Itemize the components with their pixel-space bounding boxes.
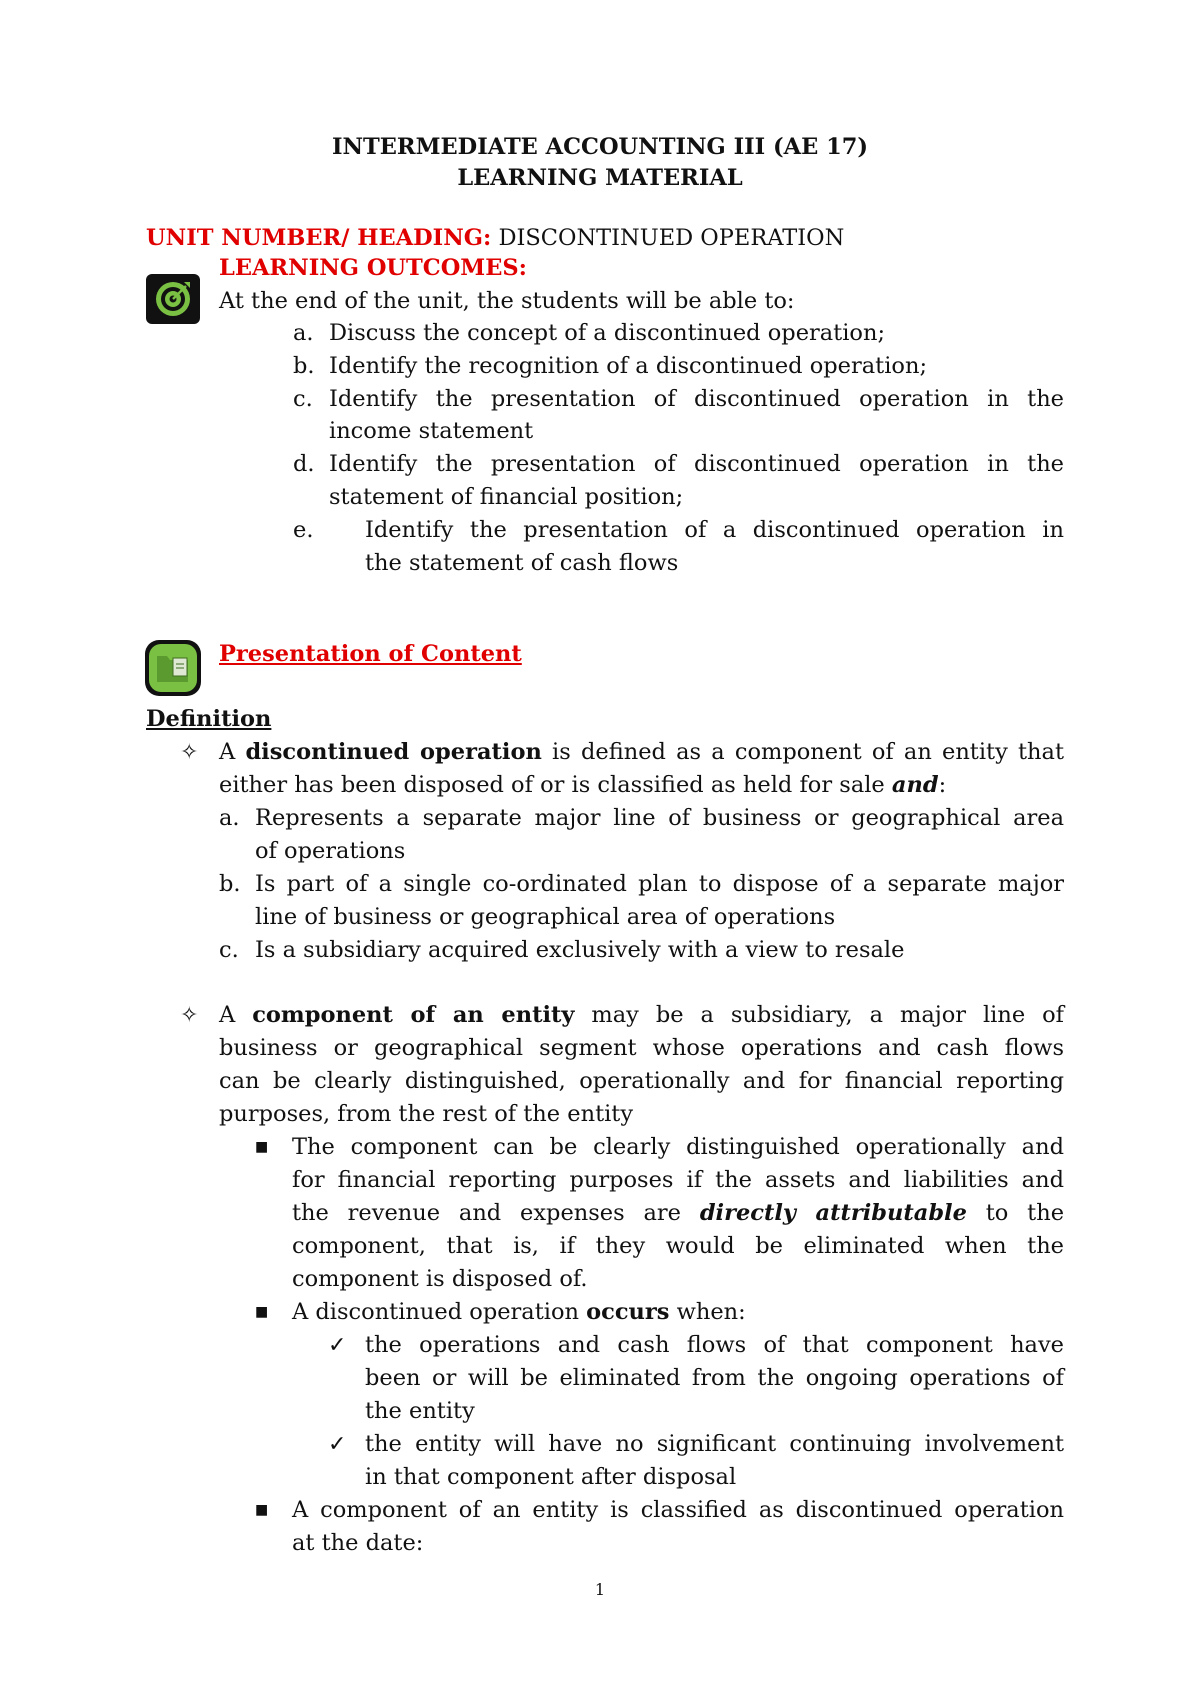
outcome-item-cont: income statement: [329, 418, 534, 444]
outcome-marker: a.: [293, 320, 314, 346]
definition-p1-line2: either has been disposed of or is classified as held for sale and:: [219, 772, 947, 798]
diamond-bullet-icon: ✧: [180, 740, 199, 765]
document-subtitle: LEARNING MATERIAL: [457, 165, 743, 191]
outcome-item-cont: statement of financial position;: [329, 484, 684, 510]
outcome-item: Discuss the concept of a discontinued operation;: [329, 320, 886, 346]
outcomes-heading: LEARNING OUTCOMES:: [219, 255, 527, 281]
checkmark-icon: ✓: [328, 1333, 347, 1358]
emphasis-and: and: [891, 772, 939, 798]
sub1-line2: for financial reporting purposes if the assets and liabilities and: [292, 1167, 1064, 1193]
term-discontinued-operation: discontinued operation: [245, 739, 542, 765]
sub1-line5: component is disposed of.: [292, 1266, 588, 1292]
document-title: INTERMEDIATE ACCOUNTING III (AE 17): [331, 134, 869, 160]
term-component-of-entity: component of an entity: [252, 1002, 575, 1028]
sub2-line: A discontinued operation occurs when:: [292, 1299, 746, 1325]
definition-p1-line1: A discontinued operation is defined as a component of an entity that: [219, 739, 1064, 765]
outcome-item: Identify the presentation of a discontinued operation in: [365, 517, 1064, 543]
definition-item: Represents a separate major line of business or geographical area: [255, 805, 1064, 831]
check-item: the operations and cash flows of that component have: [365, 1332, 1064, 1358]
square-bullet-icon: ■: [255, 1139, 269, 1155]
definition-item: Is a subsidiary acquired exclusively with a view to resale: [255, 937, 905, 963]
outcome-item: Identify the presentation of discontinued operation in the: [329, 451, 1064, 477]
definition-item-cont: of operations: [255, 838, 406, 864]
definition-p2-line3: can be clearly distinguished, operationally and for financial reporting: [219, 1068, 1064, 1094]
target-icon: [146, 274, 200, 324]
definition-heading: Definition: [146, 706, 272, 732]
diamond-bullet-icon: ✧: [180, 1003, 199, 1028]
sub3-line2: at the date:: [292, 1530, 424, 1556]
outcome-item: Identify the recognition of a discontinued operation;: [329, 353, 928, 379]
unit-heading: [146, 222, 844, 255]
check-item-cont: been or will be eliminated from the ongoing operations of: [365, 1365, 1064, 1391]
definition-marker: c.: [219, 937, 239, 963]
outcome-marker: d.: [293, 451, 315, 477]
definition-p2-line4: purposes, from the rest of the entity: [219, 1101, 634, 1127]
unit-label: UNIT NUMBER/ HEADING:: [146, 225, 492, 251]
square-bullet-icon: ■: [255, 1304, 269, 1320]
emphasis-directly-attributable: directly attributable: [699, 1200, 967, 1226]
sub3-line1: A component of an entity is classified as discontinued operation: [292, 1497, 1064, 1523]
outcome-item-cont: the statement of cash flows: [365, 550, 679, 576]
outcome-marker: c.: [293, 386, 313, 412]
emphasis-occurs: occurs: [586, 1299, 670, 1325]
presentation-heading: Presentation of Content: [219, 641, 522, 667]
square-bullet-icon: ■: [255, 1502, 269, 1518]
sub1-line1: The component can be clearly distinguished operationally and: [292, 1134, 1064, 1160]
outcome-marker: e.: [293, 517, 314, 543]
folder-icon: [145, 640, 201, 696]
sub1-line4: component, that is, if they would be eliminated when the: [292, 1233, 1064, 1259]
definition-marker: a.: [219, 805, 240, 831]
check-item: the entity will have no significant continuing involvement: [365, 1431, 1064, 1457]
definition-item-cont: line of business or geographical area of operations: [255, 904, 836, 930]
checkmark-icon: ✓: [328, 1432, 347, 1457]
check-item-cont: in that component after disposal: [365, 1464, 737, 1490]
definition-item: Is part of a single co-ordinated plan to dispose of a separate major: [255, 871, 1064, 897]
sub1-line3: the revenue and expenses are directly attributable to the: [292, 1200, 1065, 1226]
check-item-cont: the entity: [365, 1398, 475, 1424]
definition-p2-line2: business or geographical segment whose operations and cash flows: [219, 1035, 1064, 1061]
outcome-item: Identify the presentation of discontinued operation in the: [329, 386, 1064, 412]
definition-marker: b.: [219, 871, 241, 897]
outcome-marker: b.: [293, 353, 315, 379]
unit-value: DISCONTINUED OPERATION: [498, 225, 845, 251]
definition-p2-line1: A component of an entity may be a subsidiary, a major line of: [219, 1002, 1065, 1028]
outcomes-intro: At the end of the unit, the students will be able to:: [219, 288, 795, 314]
page-number: 1: [594, 1580, 606, 1599]
